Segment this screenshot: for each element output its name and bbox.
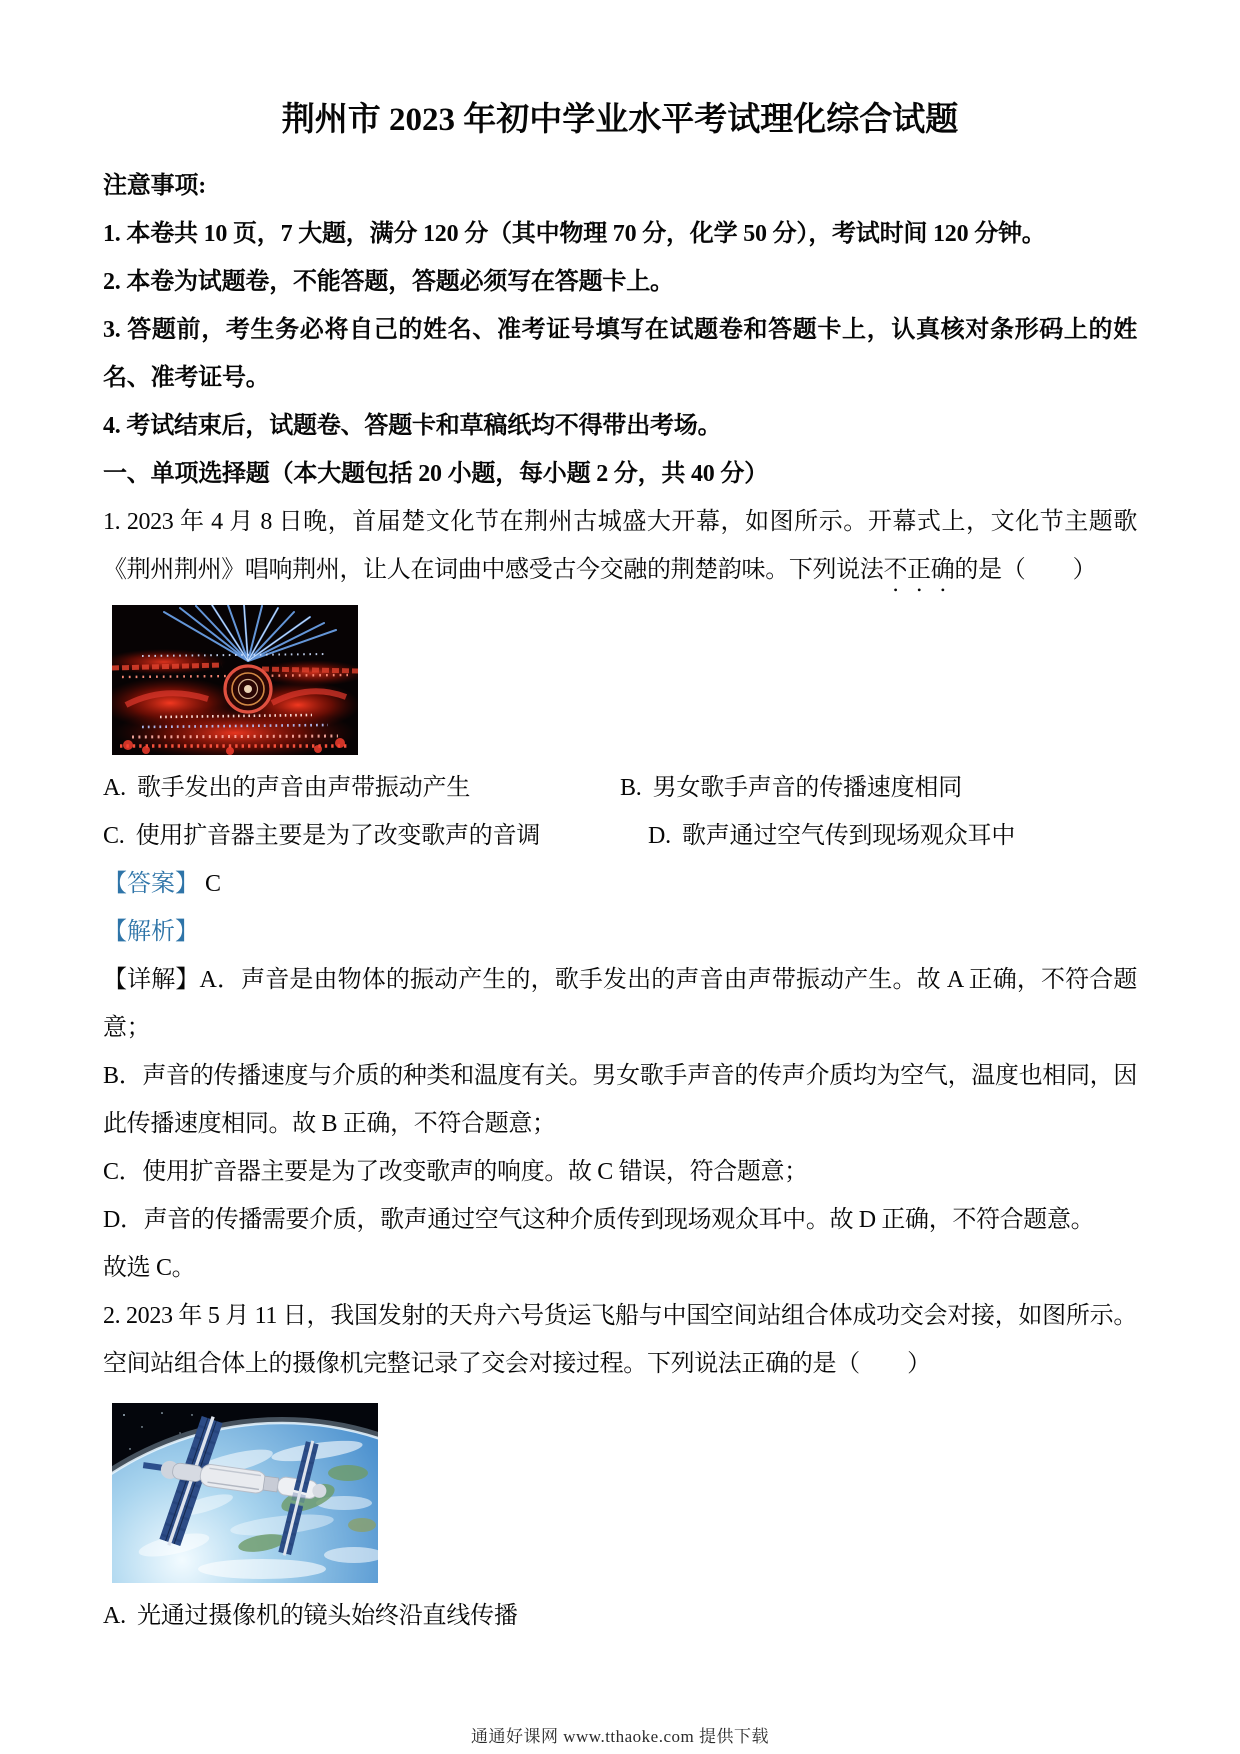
notice-item-4: 4. 考试结束后，试题卷、答题卡和草稿纸均不得带出考场。 (103, 413, 722, 439)
concert-photo-graphic (112, 605, 358, 755)
q1-option-d (648, 812, 1015, 860)
q1-detail-c: C．使用扩音器主要是为了改变歌声的响度。故 C 错误，符合题意； (103, 1159, 808, 1185)
notice-heading: 注意事项: (103, 173, 206, 199)
space-docking-photo (112, 1403, 378, 1583)
question-1-stem (103, 498, 1137, 597)
q1-conclusion: 故选 C。 (103, 1255, 196, 1281)
q2-option-a (103, 1592, 1137, 1640)
q1-option-a-text: 歌手发出的声音由声带振动产生 (136, 775, 471, 801)
stage-emblem (225, 666, 271, 712)
concert-photo (112, 605, 358, 755)
q1-answer-line (103, 860, 1137, 908)
q1-option-c-text: 使用扩音器主要是为了改变歌声的音调 (135, 823, 541, 849)
footer-credit: 通通好课网 www.tthaoke.com 提供下载 (470, 1727, 770, 1746)
q1-stem-before: 1. 2023 年 4 月 8 日晚，首届楚文化节在荆州古城盛大开幕，如图所示。开幕式上，文化节主题歌《荆州荆州》唱响荆州，让人在词曲中感受古今交融的荆楚韵味。下列说法 (103, 509, 1137, 583)
q2-option-a-label: A. (103, 1603, 126, 1629)
notice-item-1: 1. 本卷共 10 页，7 大题，满分 120 分（其中物理 70 分，化学 50 分），考试时间 120 分钟。 (103, 221, 1046, 247)
exam-title: 荆州市 2023 年初中学业水平考试理化综合试题 (281, 102, 959, 138)
section-1-heading: 一、单项选择题（本大题包括 20 小题，每小题 2 分，共 40 分） (103, 461, 768, 487)
q1-options-row-1 (103, 764, 1137, 812)
q1-detail-d: D．声音的传播需要介质，歌声通过空气这种介质传到现场观众耳中。故 D 正确，不符合题意。 (103, 1207, 1095, 1233)
q1-option-b (620, 764, 962, 812)
answer-value: C (205, 871, 222, 897)
q1-options-row-2 (103, 812, 1137, 860)
q1-option-c (103, 812, 648, 860)
answer-label: 【答案】 (103, 871, 199, 897)
q1-option-a (103, 764, 620, 812)
q1-option-b-label: B. (620, 775, 642, 801)
notice-item-2: 2. 本卷为试题卷，不能答题，答题必须写在答题卡上。 (103, 269, 674, 295)
q1-stem-emphasis: 不正确 (883, 557, 955, 583)
space-docking-graphic (112, 1403, 378, 1583)
q1-detail-b: B．声音的传播速度与介质的种类和温度有关。男女歌手声音的传声介质均为空气，温度也相同，因此传播速度相同。故 B 正确，不符合题意； (103, 1063, 1137, 1137)
q1-option-d-text: 歌声通过空气传到现场观众耳中 (681, 823, 1016, 849)
q1-detail-a: 【详解】A．声音是由物体的振动产生的，歌手发出的声音由声带振动产生。故 A 正确，不符合题意； (103, 967, 1137, 1041)
q1-option-a-label: A. (103, 775, 126, 801)
q1-option-b-text: 男女歌手声音的传播速度相同 (652, 775, 963, 801)
q1-analysis-line (103, 908, 1137, 956)
q1-option-c-label: C. (103, 823, 125, 849)
q2-option-a-text: 光通过摄像机的镜头始终沿直线传播 (136, 1603, 518, 1629)
question-2-stem: 2. 2023 年 5 月 11 日，我国发射的天舟六号货运飞船与中国空间站组合体成功交会对接，如图所示。空间站组合体上的摄像机完整记录了交会对接过程。下列说法正确的是（ ） (103, 1303, 1137, 1377)
notice-item-3: 3. 答题前，考生务必将自己的姓名、准考证号填写在试题卷和答题卡上，认真核对条形码上的姓名、准考证号。 (103, 317, 1137, 391)
analysis-label: 【解析】 (103, 919, 199, 945)
page-content (103, 100, 1137, 1640)
q1-stem-after: 的是（ ） (954, 557, 1097, 583)
q1-option-d-label: D. (648, 823, 671, 849)
q2-option-a-cell (103, 1592, 518, 1640)
